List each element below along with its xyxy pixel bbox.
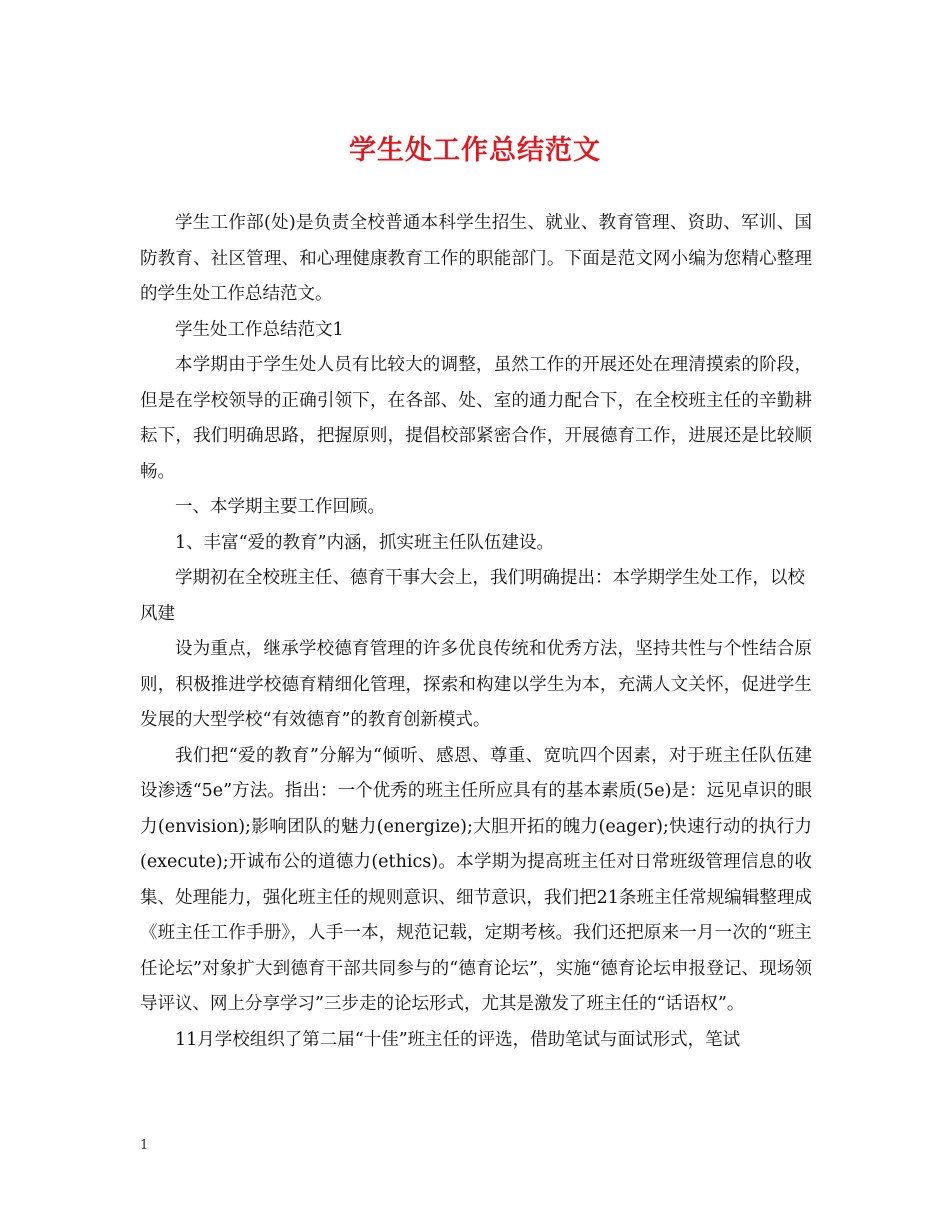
paragraph-november-selection: 11月学校组织了第二届“十佳”班主任的评选，借助笔试与面试形式，笔试 <box>175 1029 741 1050</box>
document-title: 学生处工作总结范文 <box>349 135 601 166</box>
paragraph-school-spirit: 设为重点，继承学校德育管理的许多优良传统和优秀方法，坚持共性与个性结合原则，积极推进学校德育精细化管理，探索和构建以学生为本，充满人文关怀，促进学生发展的大型学校“有效德育”的教育创新模式。 <box>140 639 812 730</box>
paragraph-semester-overview: 本学期由于学生处人员有比较大的调整，虽然工作的开展还处在理清摸索的阶段，但是在学校领导的正确引领下，在各部、处、室的通力配合下，在全校班主任的辛勤耕耘下，我们明确思路，把握原则，提倡校部紧密合作，开展德育工作，进展还是比较顺畅。 <box>140 355 812 482</box>
paragraph-subheading: 学生处工作总结范文1 <box>175 319 344 340</box>
paragraph-section-heading: 一、本学期主要工作回顾。 <box>175 497 385 517</box>
page-number: 1 <box>140 1138 149 1153</box>
paragraph-intro: 学生工作部(处)是负责全校普通本科学生招生、就业、教育管理、资助、军训、国防教育、社区管理、和心理健康教育工作的职能部门。下面是范文网小编为您精心整理的学生处工作总结范文。 <box>140 213 812 304</box>
paragraph-item-heading: 1、丰富“爱的教育”内涵，抓实班主任队伍建设。 <box>175 532 555 553</box>
paragraph-love-education: 我们把“爱的教育”分解为“倾听、感恩、尊重、宽吭四个因素，对于班主任队伍建设渗透“5e”方法。指出：一个优秀的班主任所应具有的基本素质(5e)是：远见卓识的眼力(envision);影响团队的魅力(energize);大胆开拓的魄力(eager);快速行动的执行力(execute);开诚布公的道德力(ethics)。本学期为提高班主任对日常班级管理信息的收集、处理能力，强化班主任的规则意识、细节意识，我们把21条班主任常规编辑整理成《班主任工作手册》，人手一本，规范记载，定期考核。我们还把原来一月一次的“班主任论坛”对象扩大到德育干部共同参与的“德育论坛”，实施“德育论坛申报登记、现场领导评议、网上分享学习”三步走的论坛形式，尤其是激发了班主任的“话语权”。 <box>140 745 812 1014</box>
document-body <box>140 206 812 1058</box>
paragraph-semester-start: 学期初在全校班主任、德育干事大会上，我们明确提出：本学期学生处工作，以校风建 <box>140 568 805 624</box>
